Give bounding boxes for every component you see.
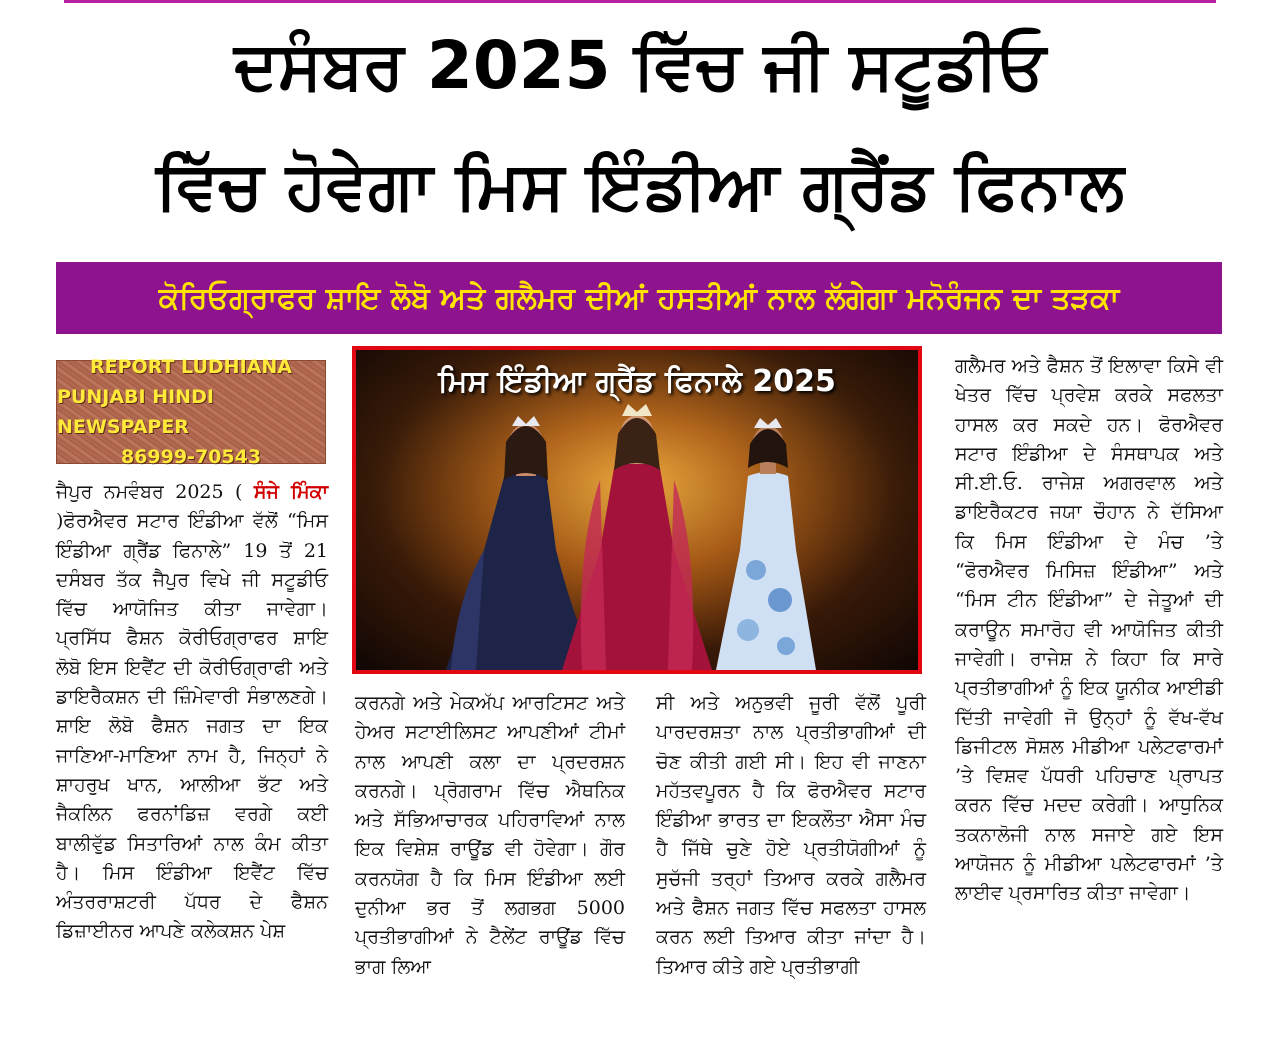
article-column-3: ਸੀ ਅਤੇ ਅਨੁਭਵੀ ਜੂਰੀ ਵੱਲੋਂ ਪੂਰੀ ਪਾਰਦਰਸ਼ਤਾ ਨਾਲ ਪ੍ਰਤੀਭਾਗੀਆਂ ਦੀ ਚੋਣ ਕੀਤੀ ਗਈ ਸੀ। ਇਹ ਵੀ ਜਾਣਨਾ ਮਹੱਤਵਪੂਰਨ ਹੈ ਕਿ ਫੋਰਐਵਰ ਸਟਾਰ ਇੰਡੀਆ ਭਾਰਤ ਦਾ ਇਕਲੌਤਾ ਐਸਾ ਮੰਚ ਹੈ ਜਿੱਥੇ ਚੁਣੇ ਹੋਏ ਪ੍ਰਤੀਯੋਗੀਆਂ ਨੂੰ ਸੁਚੱਜੀ ਤਰ੍ਹਾਂ ਤਿਆਰ ਕਰਕੇ ਗਲੈਮਰ ਅਤੇ ਫੈਸ਼ਨ ਜਗਤ ਵਿੱਚ ਸਫਲਤਾ ਹਾਸਲ ਕਰਨ ਲਈ ਤਿਆਰ ਕੀਤਾ ਜਾਂਦਾ ਹੈ। ਤਿਆਰ ਕੀਤੇ ਗਏ ਪ੍ਰਤੀਭਾਗੀ — [656, 692, 926, 978]
headline-line-1: ਦਸੰਬਰ 2025 ਵਿੱਚ ਜੀ ਸਟੂਡੀਓ — [234, 27, 1046, 104]
photo-caption: ਮਿਸ ਇੰਡੀਆ ਗ੍ਰੈਂਡ ਫਿਨਾਲੇ 2025 — [438, 364, 836, 399]
top-rule — [64, 0, 1216, 3]
badge-phone: 86999-70543 — [120, 446, 262, 468]
newspaper-badge — [56, 356, 326, 468]
subheadline-bar — [56, 262, 1222, 334]
column-1-text: )ਫੋਰਐਵਰ ਸਟਾਰ ਇੰਡੀਆ ਵੱਲੋਂ “ਮਿਸ ਇੰਡੀਆ ਗ੍ਰੈਂਡ ਫਿਨਾਲੇ” 19 ਤੋਂ 21 ਦਸੰਬਰ ਤੱਕ ਜੈਪੁਰ ਵਿਖੇ ਜੀ ਸਟੂਡੀਓ ਵਿੱਚ ਆਯੋਜਿਤ ਕੀਤਾ ਜਾਵੇਗਾ। ਪ੍ਰਸਿੱਧ ਫੈਸ਼ਨ ਕੋਰੀਓਗ੍ਰਾਫਰ ਸ਼ਾਇ ਲੋਬੋ ਇਸ ਇਵੈਂਟ ਦੀ ਕੋਰੀਓਗ੍ਰਾਫੀ ਅਤੇ ਡਾਇਰੈਕਸ਼ਨ ਦੀ ਜ਼ਿੰਮੇਵਾਰੀ ਸੰਭਾਲਣਗੇ। ਸ਼ਾਇ ਲੋਬੋ ਫੈਸ਼ਨ ਜਗਤ ਦਾ ਇਕ ਜਾਣਿਆ-ਮਾਣਿਆ ਨਾਮ ਹੈ, ਜਿਨ੍ਹਾਂ ਨੇ ਸ਼ਾਹਰੁਖ ਖਾਨ, ਆਲੀਆ ਭੱਟ ਅਤੇ ਜੈਕਲਿਨ ਫਰਨਾਂਡਿਜ਼ ਵਰਗੇ ਕਈ ਬਾਲੀਵੁੱਡ ਸਿਤਾਰਿਆਂ ਨਾਲ ਕੰਮ ਕੀਤਾ ਹੈ। ਮਿਸ ਇੰਡੀਆ ਇਵੈਂਟ ਵਿੱਚ ਅੰਤਰਰਾਸ਼ਟਰੀ ਪੱਧਰ ਦੇ ਫੈਸ਼ਨ ਡਿਜ਼ਾਈਨਰ ਆਪਣੇ ਕਲੇਕਸ਼ਨ ਪੇਸ਼ — [56, 510, 328, 943]
badge-line-2: PUNJABI HINDI NEWSPAPER — [57, 386, 214, 438]
article-column-4: ਗਲੈਮਰ ਅਤੇ ਫੈਸ਼ਨ ਤੋਂ ਇਲਾਵਾ ਕਿਸੇ ਵੀ ਖੇਤਰ ਵਿੱਚ ਪ੍ਰਵੇਸ਼ ਕਰਕੇ ਸਫਲਤਾ ਹਾਸਲ ਕਰ ਸਕਦੇ ਹਨ। ਫੋਰਐਵਰ ਸਟਾਰ ਇੰਡੀਆ ਦੇ ਸੰਸਥਾਪਕ ਅਤੇ ਸੀ.ਈ.ਓ. ਰਾਜੇਸ਼ ਅਗਰਵਾਲ ਅਤੇ ਡਾਇਰੈਕਟਰ ਜਯਾ ਚੌਹਾਨ ਨੇ ਦੱਸਿਆ ਕਿ ਮਿਸ ਇੰਡੀਆ ਦੇ ਮੰਚ ’ਤੇ “ਫੋਰਐਵਰ ਮਿਸਿਜ਼ ਇੰਡੀਆ” ਅਤੇ “ਮਿਸ ਟੀਨ ਇੰਡੀਆ” ਦੇ ਜੇਤੂਆਂ ਦੀ ਕਰਾਊਨ ਸਮਾਰੋਹ ਵੀ ਆਯੋਜਿਤ ਕੀਤੀ ਜਾਵੇਗੀ। ਰਾਜੇਸ਼ ਨੇ ਕਿਹਾ ਕਿ ਸਾਰੇ ਪ੍ਰਤੀਭਾਗੀਆਂ ਨੂੰ ਇਕ ਯੂਨੀਕ ਆਈਡੀ ਦਿੱਤੀ ਜਾਵੇਗੀ ਜੋ ਉਨ੍ਹਾਂ ਨੂੰ ਵੱਖ-ਵੱਖ ਡਿਜੀਟਲ ਸੋਸ਼ਲ ਮੀਡੀਆ ਪਲੇਟਫਾਰਮਾਂ ’ਤੇ ਵਿਸ਼ਵ ਪੱਧਰੀ ਪਹਿਚਾਣ ਪ੍ਰਾਪਤ ਕਰਨ ਵਿੱਚ ਮਦਦ ਕਰੇਗੀ। ਆਧੁਨਿਕ ਤਕਨਾਲੋਜੀ ਨਾਲ ਸਜਾਏ ਗਏ ਇਸ ਆਯੋਜਨ ਨੂੰ ਮੀਡੀਆ ਪਲੇਟਫਾਰਮਾਂ ’ਤੇ ਲਾਈਵ ਪ੍ਰਸਾਰਿਤ ਕੀਤਾ ਜਾਵੇਗਾ। — [955, 355, 1223, 905]
article-column-1 — [56, 478, 328, 947]
badge-line-1: REPORT LUDHIANA — [90, 356, 292, 378]
article-column-2: ਕਰਨਗੇ ਅਤੇ ਮੇਕਅੱਪ ਆਰਟਿਸਟ ਅਤੇ ਹੇਅਰ ਸਟਾਈਲਿਸਟ ਆਪਣੀਆਂ ਟੀਮਾਂ ਨਾਲ ਆਪਣੀ ਕਲਾ ਦਾ ਪ੍ਰਦਰਸ਼ਨ ਕਰਨਗੇ। ਪ੍ਰੋਗਰਾਮ ਵਿੱਚ ਐਥਨਿਕ ਅਤੇ ਸੱਭਿਆਚਾਰਕ ਪਹਿਰਾਵਿਆਂ ਨਾਲ ਇਕ ਵਿਸ਼ੇਸ਼ ਰਾਊਂਡ ਵੀ ਹੋਵੇਗਾ। ਗੌਰ ਕਰਨਯੋਗ ਹੈ ਕਿ ਮਿਸ ਇੰਡੀਆ ਲਈ ਦੁਨੀਆ ਭਰ ਤੋਂ ਲਗਭਗ 5000 ਪ੍ਰਤੀਭਾਗੀਆਂ ਨੇ ਟੈਲੇਂਟ ਰਾਊਂਡ ਵਿੱਚ ਭਾਗ ਲਿਆ — [355, 692, 625, 978]
subheadline: ਕੋਰਿਓਗ੍ਰਾਫਰ ਸ਼ਾਇ ਲੋਬੋ ਅਤੇ ਗਲੈਮਰ ਦੀਆਂ ਹਸਤੀਆਂ ਨਾਲ ਲੱਗੇਗਾ ਮਨੋਰੰਜਨ ਦਾ ਤੜਕਾ — [158, 280, 1120, 316]
dateline: ਜੈਪੁਰ ਨਮਵੰਬਰ 2025 ( — [56, 481, 243, 503]
headline-line-2: ਵਿੱਚ ਹੋਵੇਗਾ ਮਿਸ ਇੰਡੀਆ ਗ੍ਰੈਂਡ ਫਿਨਾਲ — [155, 147, 1124, 224]
event-photo — [352, 346, 922, 674]
reporter-name: ਸੰਜੇ ਮਿੰਕਾ — [253, 481, 328, 503]
